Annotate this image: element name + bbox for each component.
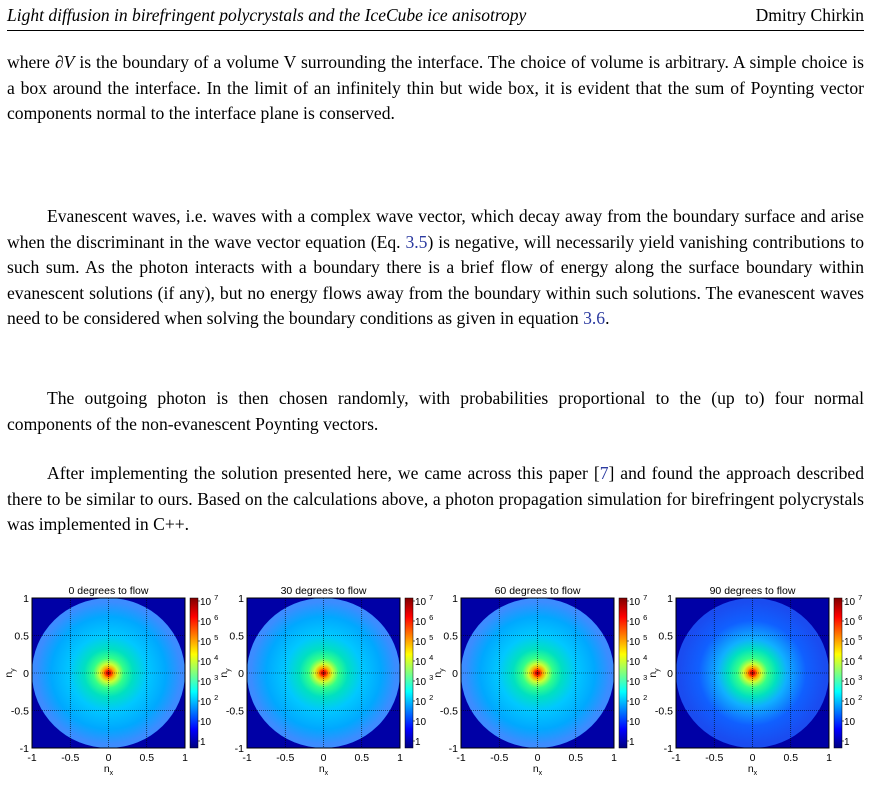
running-title: Light diffusion in birefringent polycrystals and the IceCube ice anisotropy	[7, 5, 527, 25]
boundary-symbol: ∂V	[54, 52, 75, 72]
x-tick-label: 0	[320, 752, 327, 764]
colorbar-label: 1	[200, 737, 206, 748]
x-tick-label: 0.5	[783, 752, 799, 764]
colorbar-label: 10 $^4$	[200, 653, 219, 668]
colorbar-label: 10 $^4$	[415, 653, 434, 668]
colorbar-label: 10	[200, 717, 212, 728]
colorbar-label: 10 $^7$	[200, 593, 219, 608]
colorbar-label: 10 $^5$	[415, 633, 434, 648]
colorbar-label: 10 $^6$	[200, 613, 219, 628]
x-tick-label: -1	[242, 752, 252, 764]
figure-panels	[0, 580, 871, 792]
colorbar	[405, 598, 413, 748]
p2-text-c: .	[605, 308, 610, 328]
colorbar	[190, 598, 198, 748]
y-tick-label: 0	[238, 668, 244, 680]
colorbar-label: 10 $^2$	[415, 693, 434, 708]
x-tick-label: -0.5	[705, 752, 724, 764]
colorbar-label: 10 $^3$	[844, 673, 863, 688]
y-tick-label: 1	[238, 593, 244, 605]
paragraph-4	[7, 461, 864, 538]
colorbar-label: 1	[844, 737, 850, 748]
x-axis-label: $n_x$	[103, 763, 114, 777]
colorbar-label: 10 $^2$	[844, 693, 863, 708]
panel-title: 60 degrees to flow	[494, 585, 581, 597]
page-header	[7, 4, 864, 31]
colorbar-label: 10 $^4$	[629, 653, 648, 668]
x-tick-label: 1	[182, 752, 188, 764]
colorbar	[619, 598, 627, 748]
p1-text-b: is the boundary of a volume V surrounding the interface. The choice of volume is arbitrary. A simple choice is a box around the interface. In the limit of an infinitely thin but wide box, it is evident that the sum of Poynting vector components normal to the interface plane is conserved.	[7, 52, 864, 123]
paragraph-3: The outgoing photon is then chosen randomly, with probabilities proportional to the (up to) four normal components of the non-evanescent Poynting vectors.	[7, 388, 864, 434]
x-tick-label: 1	[826, 752, 832, 764]
running-author: Dmitry Chirkin	[755, 5, 864, 25]
colorbar-label: 1	[415, 737, 421, 748]
colorbar-label: 10	[844, 717, 856, 728]
colorbar-label: 10 $^6$	[629, 613, 648, 628]
y-tick-label: -1	[663, 743, 673, 755]
x-tick-label: -0.5	[61, 752, 80, 764]
x-tick-label: 0	[749, 752, 756, 764]
colorbar-label: 10	[629, 717, 641, 728]
x-tick-label: 0.5	[568, 752, 584, 764]
paragraph-1	[7, 50, 864, 127]
colorbar-label: 10 $^7$	[629, 593, 648, 608]
colorbar-label: 10 $^2$	[629, 693, 648, 708]
x-tick-label: 0.5	[354, 752, 370, 764]
p4-text-a: After implementing the solution presented here, we came across this paper [	[47, 463, 600, 483]
y-tick-label: 1	[452, 593, 458, 605]
x-tick-label: 0	[534, 752, 541, 764]
colorbar-label: 10 $^3$	[200, 673, 219, 688]
colorbar-label: 10 $^3$	[415, 673, 434, 688]
heatmap-panel	[215, 580, 434, 792]
y-tick-label: -0.5	[654, 705, 673, 718]
x-tick-label: -1	[456, 752, 466, 764]
y-tick-label: -1	[19, 743, 29, 755]
colorbar-label: 10 $^6$	[844, 613, 863, 628]
y-tick-label: 0.5	[443, 630, 458, 643]
y-tick-label: 0.5	[658, 630, 673, 643]
x-tick-label: 1	[611, 752, 617, 764]
y-tick-label: 0.5	[14, 630, 29, 643]
x-tick-label: -1	[27, 752, 37, 764]
x-tick-label: 0	[105, 752, 112, 764]
y-tick-label: 0.5	[229, 630, 244, 643]
paragraph-2	[7, 204, 864, 332]
x-axis-label: $n_x$	[532, 763, 543, 777]
p4-text-b: ] and found the approach described there to be similar to ours. Based on the calculations above, a photon propagation simulation for birefringent polycrystals was implemented in C++.	[7, 463, 864, 534]
x-tick-label: -1	[671, 752, 681, 764]
colorbar-label: 1	[629, 737, 635, 748]
colorbar	[834, 598, 842, 748]
y-axis-label: $n_y$	[3, 668, 17, 678]
colorbar-label: 10 $^7$	[415, 593, 434, 608]
heatmap-panel	[0, 580, 219, 792]
x-axis-label: $n_x$	[318, 763, 329, 777]
panel-title: 0 degrees to flow	[68, 585, 149, 597]
colorbar-label: 10 $^5$	[844, 633, 863, 648]
colorbar-label: 10 $^5$	[200, 633, 219, 648]
heatmap-panel	[429, 580, 648, 792]
citation-link[interactable]: 7	[599, 463, 609, 483]
colorbar-label: 10 $^2$	[200, 693, 219, 708]
y-tick-label: -0.5	[225, 705, 244, 718]
p2-text-a: Evanescent waves, i.e. waves with a complex wave vector, which decay away from the boundary surface and arise when the discriminant in the wave vector equation (Eq.	[7, 206, 864, 252]
y-tick-label: 0	[23, 668, 29, 680]
y-tick-label: 0	[452, 668, 458, 680]
p1-text-a: where	[7, 52, 55, 72]
panel-title: 90 degrees to flow	[709, 585, 796, 597]
y-axis-label: $n_y$	[218, 668, 232, 678]
x-tick-label: 1	[397, 752, 403, 764]
colorbar-label: 10	[415, 717, 427, 728]
x-tick-label: 0.5	[139, 752, 155, 764]
x-tick-label: -0.5	[276, 752, 295, 764]
heatmap-panel	[644, 580, 863, 792]
colorbar-label: 10 $^3$	[629, 673, 648, 688]
y-axis-label: $n_y$	[432, 668, 446, 678]
equation-ref-link[interactable]: 3.5	[405, 231, 428, 252]
equation-ref-link[interactable]: 3.6	[583, 308, 606, 328]
colorbar-label: 10 $^4$	[844, 653, 863, 668]
y-tick-label: 0	[667, 668, 673, 680]
p2-text-b: ) is negative, will necessarily yield vanishing contributions to such sum. As the photon interacts with a boundary there is a brief flow of energy along the surface boundary within evanescent solutions (if any), but no energy flows away from the boundary within such solutions. The evanescent waves need to be considered when solving the boundary conditions as given in equation	[7, 231, 864, 328]
y-tick-label: -1	[234, 743, 244, 755]
y-tick-label: -0.5	[439, 705, 458, 718]
colorbar-label: 10 $^6$	[415, 613, 434, 628]
y-tick-label: 1	[23, 593, 29, 605]
y-axis-label: $n_y$	[647, 668, 661, 678]
x-axis-label: $n_x$	[747, 763, 758, 777]
y-tick-label: -1	[448, 743, 458, 755]
y-tick-label: 1	[667, 593, 673, 605]
colorbar-label: 10 $^5$	[629, 633, 648, 648]
panel-title: 30 degrees to flow	[280, 585, 367, 597]
y-tick-label: -0.5	[10, 705, 29, 718]
colorbar-label: 10 $^7$	[844, 593, 863, 608]
x-tick-label: -0.5	[490, 752, 509, 764]
